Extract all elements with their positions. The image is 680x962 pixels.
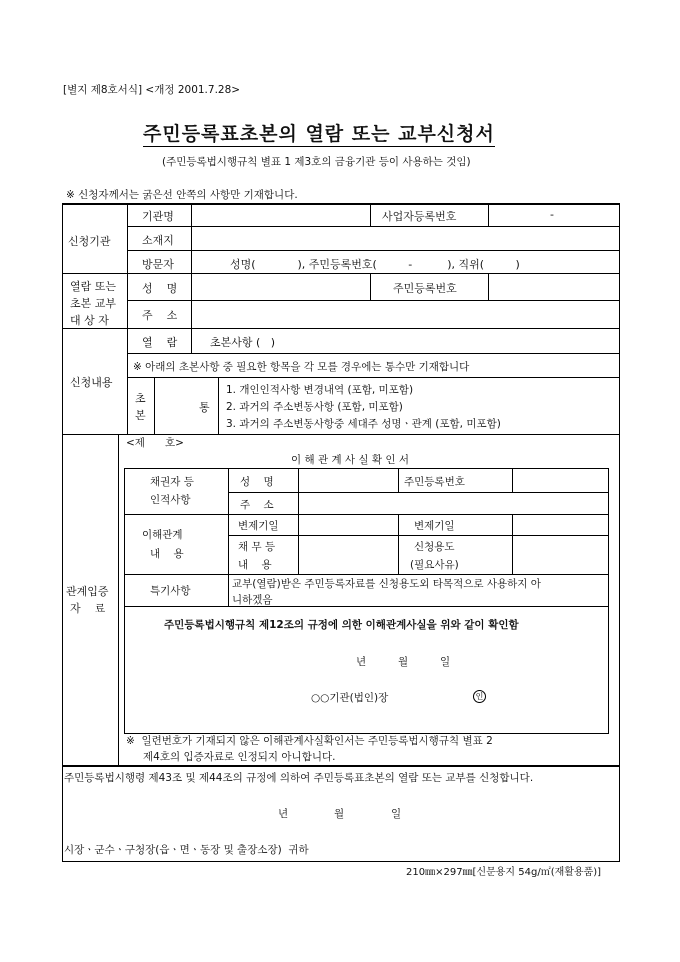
address-field[interactable]: [193, 228, 618, 249]
visitor-label: 방문자: [142, 258, 174, 271]
cert-date-month: 월: [398, 656, 409, 668]
copy-label-2: 본: [135, 409, 146, 422]
cert-number: <제 호>: [126, 437, 184, 449]
interest-label-1: 이해관계: [142, 529, 183, 541]
target-address-label: 주 소: [142, 309, 178, 322]
apply-date-day: 일: [391, 808, 402, 820]
target-name-field[interactable]: [193, 275, 369, 299]
creditor-address-label: 주 소: [240, 499, 274, 511]
cert-date-day: 일: [440, 656, 451, 668]
repay-date-field-2[interactable]: [514, 516, 607, 534]
org-head-label: ○○기관(법인)장: [311, 692, 389, 704]
apply-date-year: 년: [278, 808, 289, 820]
request-item-1[interactable]: 1. 개인인적사항 변경내역 (포함, 미포함): [226, 384, 414, 396]
target-label-line2: 초본 교부: [70, 297, 117, 310]
application-statement: 주민등록법시행령 제43조 및 제44조의 규정에 의하여 주민등록표초본의 열람 또는 교부를 신청합니다.: [64, 772, 534, 784]
seal-icon: 인: [473, 690, 486, 703]
evidence-footnote-1: ※ 일련번호가 기재되지 않은 이해관계사실확인서는 주민등록법시행규칙 별표 2: [126, 735, 493, 747]
evidence-footnote-2: 제4호의 입증자료로 인정되지 아니합니다.: [143, 751, 336, 763]
creditor-label-2: 인적사항: [150, 494, 191, 506]
evidence-label-line2: 자 료: [70, 602, 106, 615]
evidence-label-line1: 관계입증: [66, 585, 109, 598]
biz-reg-label: 사업자등록번호: [382, 210, 457, 223]
addressee: 시장ㆍ군수ㆍ구청장(읍ㆍ면ㆍ동장 및 출장소장) 귀하: [64, 844, 309, 856]
view-value[interactable]: 초본사항 ( ): [210, 336, 276, 349]
request-section-label: 신청내용: [70, 376, 113, 389]
request-item-3[interactable]: 3. 과거의 주소변동사항중 세대주 성명ㆍ관계 (포함, 미포함): [226, 418, 501, 430]
debt-label-1: 채 무 등: [238, 541, 276, 553]
target-label-line1: 열람 또는: [70, 280, 117, 293]
copies-suffix: 통: [199, 401, 210, 414]
notice-text: ※ 신청자께서는 굵은선 안쪽의 사항만 기재합니다.: [66, 189, 298, 201]
purpose-label-2: (필요사유): [410, 559, 459, 571]
view-label: 열 람: [142, 336, 178, 349]
interest-label-2: 내 용: [150, 548, 184, 560]
creditor-reg-no-field[interactable]: [514, 470, 607, 491]
debt-field[interactable]: [300, 537, 397, 573]
page-subtitle: (주민등록법시행규칙 별표 1 제3호의 금융기관 등이 사용하는 것임): [162, 156, 471, 168]
target-label-line3: 대 상 자: [70, 314, 109, 327]
form-reference: [별지 제8호서식] <개정 2001.7.28>: [63, 84, 241, 96]
target-reg-no-label: 주민등록번호: [393, 282, 457, 295]
repay-date-field[interactable]: [300, 516, 397, 534]
special-text-2: 니하겠음: [232, 594, 273, 606]
request-item-2[interactable]: 2. 과거의 주소변동사항 (포함, 미포함): [226, 401, 403, 413]
special-label: 특기사항: [150, 585, 191, 597]
target-name-label: 성 명: [142, 282, 178, 295]
repay-date-label: 변제기일: [238, 520, 279, 532]
request-note: ※ 아래의 초본사항 중 필요한 항목을 각 모를 경우에는 통수만 기재합니다: [133, 361, 470, 373]
apply-date-month: 월: [334, 808, 345, 820]
cert-date-year: 년: [356, 656, 367, 668]
special-text-1: 교부(열람)받은 주민등록자료를 신청용도외 타목적으로 사용하지 아: [232, 578, 541, 590]
target-reg-no-field[interactable]: [490, 275, 618, 299]
seal-mark: [473, 690, 486, 703]
creditor-label-1: 채권자 등: [150, 476, 194, 488]
repay-date-label-2: 변제기일: [414, 520, 455, 532]
creditor-reg-no-label: 주민등록번호: [404, 476, 465, 488]
visitor-fields[interactable]: 성명( ), 주민등록번호( - ), 직위( ): [230, 258, 520, 271]
page-title: 주민등록표초본의 열람 또는 교부신청서: [143, 119, 495, 147]
confirm-text: 주민등록법시행규칙 제12조의 규정에 의한 이해관계사실을 위와 같이 확인함: [164, 619, 519, 631]
creditor-address-field[interactable]: [300, 494, 607, 513]
org-name-field[interactable]: [193, 205, 369, 225]
target-address-field[interactable]: [193, 302, 618, 327]
purpose-label-1: 신청용도: [414, 541, 455, 553]
creditor-name-field[interactable]: [300, 470, 397, 491]
debt-label-2: 내 용: [238, 559, 272, 571]
applicant-section-label: 신청기관: [68, 235, 111, 248]
copy-label-1: 초: [135, 392, 146, 405]
cert-title: 이 해 관 계 사 실 확 인 서: [291, 454, 409, 466]
address-label: 소재지: [142, 234, 174, 247]
paper-spec: 210㎜×297㎜[신문용지 54g/㎡(재활용품)]: [406, 867, 602, 878]
creditor-name-label: 성 명: [240, 476, 274, 488]
purpose-field[interactable]: [514, 537, 607, 573]
biz-reg-field[interactable]: -: [550, 208, 554, 221]
copies-field[interactable]: [156, 380, 196, 430]
org-name-label: 기관명: [142, 210, 174, 223]
